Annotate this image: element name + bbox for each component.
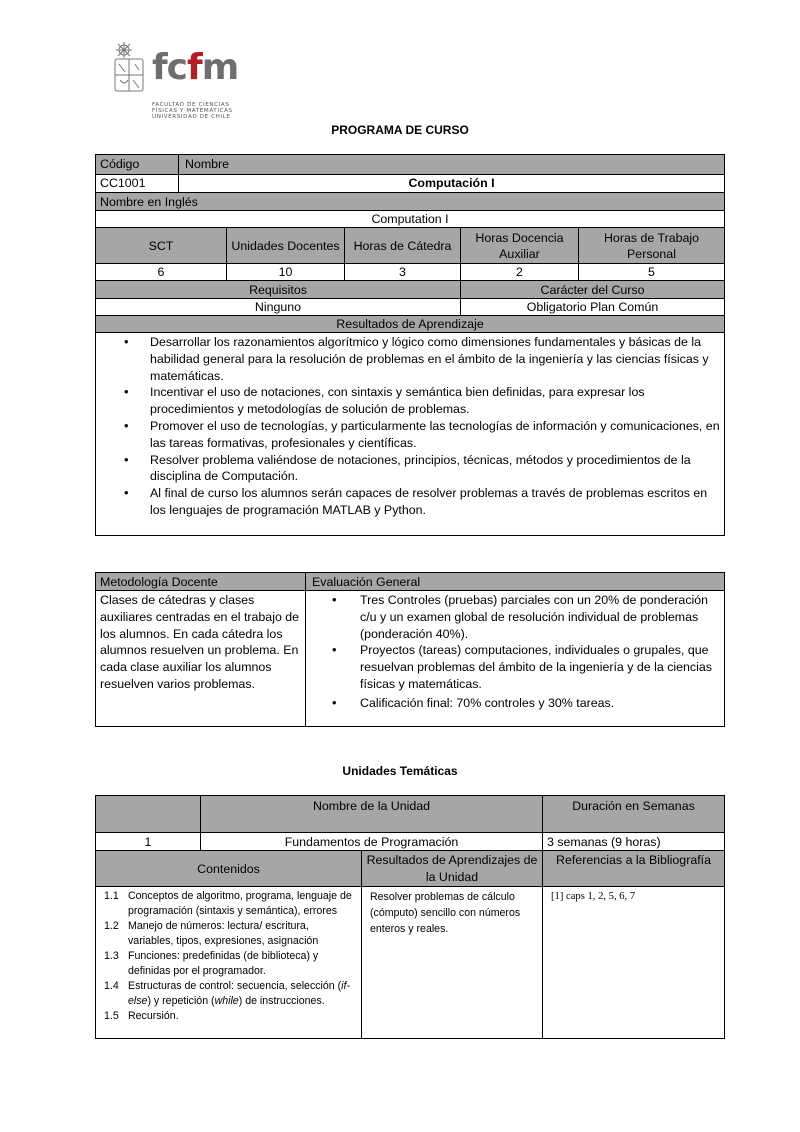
metodologia-header: Metodología Docente bbox=[96, 573, 306, 591]
english-name-header: Nombre en Inglés bbox=[96, 193, 725, 211]
sct-header: SCT bbox=[96, 228, 227, 264]
auxiliar-header: Horas Docencia Auxiliar bbox=[461, 228, 579, 264]
list-item: • Desarrollar los razonamientos algorítmico y lógico como dimensiones fundamentales y básicas de la habilidad general para la resolución de problemas en el ámbito de la ingeniería y las ciencias físicas y matemáticas. bbox=[100, 334, 720, 384]
personal-header: Horas de Trabajo Personal bbox=[579, 228, 725, 264]
list-item: 1.4 Estructuras de control: secuencia, selección (if-else) y repetición (while) de instrucciones. bbox=[104, 980, 350, 1007]
evaluacion-list bbox=[310, 592, 720, 712]
resultados-cell bbox=[96, 333, 725, 536]
unidades-value: 10 bbox=[227, 264, 345, 281]
unidad-duracion: 3 semanas (9 horas) bbox=[543, 833, 725, 851]
catedra-value: 3 bbox=[345, 264, 461, 281]
list-item: • Promover el uso de tecnologías, y particularmente las tecnologías de información y comunicaciones, en las tareas formativas, profesionales y científicas. bbox=[100, 418, 720, 452]
resultados-unidad-header: Resultados de Aprendizajes de la Unidad bbox=[362, 851, 543, 887]
caracter-value: Obligatorio Plan Común bbox=[461, 299, 725, 316]
name-header: Nombre bbox=[185, 157, 230, 171]
unidades-table bbox=[95, 795, 725, 1039]
unidad-name: Fundamentos de Programación bbox=[201, 833, 543, 851]
fcfm-logo bbox=[112, 42, 242, 124]
referencias-text: [1] caps 1, 2, 5, 6, 7 bbox=[543, 887, 725, 1039]
unidad-number-header bbox=[96, 796, 201, 833]
list-item: • Al final de curso los alumnos serán capaces de resolver problemas a través de problemas escritos en los lenguajes de programación MATLAB y Python. bbox=[100, 485, 720, 519]
list-item: 1.1 Conceptos de algoritmo, programa, lenguaje de programación (sintaxis y semántica), errores bbox=[104, 890, 352, 917]
sct-value: 6 bbox=[96, 264, 227, 281]
metodologia-text: Clases de cátedras y clases auxiliares centradas en el trabajo de los alumnos. En cada cátedra los alumnos resuelven un problema. En cada clase auxiliar los alumnos resuelven varios problemas. bbox=[96, 591, 306, 727]
requisitos-value: Ninguno bbox=[96, 299, 461, 316]
course-name: Computación I bbox=[408, 176, 495, 190]
logo-wordmark: fcfm bbox=[152, 47, 239, 88]
list-item: 1.5 Recursión. bbox=[104, 1010, 179, 1022]
institution-line-3: UNIVERSIDAD DE CHILE bbox=[152, 114, 231, 120]
unidad-name-header: Nombre de la Unidad bbox=[201, 796, 543, 833]
institution-line-2: FÍSICAS Y MATEMÁTICAS bbox=[152, 108, 233, 114]
unidades-header: Unidades Docentes bbox=[227, 228, 345, 264]
contenidos-cell bbox=[96, 887, 362, 1039]
resultados-list bbox=[100, 334, 720, 519]
referencias-header: Referencias a la Bibliografía bbox=[543, 851, 725, 887]
code-name-row bbox=[96, 175, 725, 193]
list-item: • Calificación final: 70% controles y 30% tareas. bbox=[310, 695, 720, 712]
contenidos-list bbox=[104, 889, 357, 1024]
english-name: Computation I bbox=[96, 211, 725, 228]
list-item: • Tres Controles (pruebas) parciales con un 20% de ponderación c/u y un examen global de resolución individual de problemas (ponderación 40%). bbox=[310, 592, 720, 642]
list-item: 1.3 Funciones: predefinidas (de biblioteca) y definidas por el programador. bbox=[104, 950, 319, 977]
code-header: Código bbox=[96, 155, 179, 174]
unidades-title: Unidades Temáticas bbox=[342, 764, 458, 778]
course-code: CC1001 bbox=[96, 175, 179, 192]
contenidos-header: Contenidos bbox=[96, 851, 362, 887]
code-name-header-row bbox=[96, 155, 725, 175]
personal-value: 5 bbox=[579, 264, 725, 281]
page-title: PROGRAMA DE CURSO bbox=[331, 123, 469, 137]
course-info-table bbox=[95, 154, 725, 536]
auxiliar-value: 2 bbox=[461, 264, 579, 281]
caracter-header: Carácter del Curso bbox=[461, 281, 725, 299]
catedra-header: Horas de Cátedra bbox=[345, 228, 461, 264]
list-item: • Proyectos (tareas) computaciones, individuales o grupales, que resuelvan problemas del ámbito de la ingeniería y de la ciencias físicas y matemáticas. bbox=[310, 642, 720, 692]
metodologia-table bbox=[95, 572, 725, 727]
duracion-header: Duración en Semanas bbox=[543, 796, 725, 833]
unidad-number: 1 bbox=[96, 833, 201, 851]
resultados-header: Resultados de Aprendizaje bbox=[96, 316, 725, 333]
list-item: • Resolver problema valiéndose de notaciones, principios, técnicas, métodos y procedimientos de la disciplina de Computación. bbox=[100, 452, 720, 486]
list-item: • Incentivar el uso de notaciones, con sintaxis y semántica bien definidas, para expresar los procedimientos y metodologías de solución de problemas. bbox=[100, 384, 720, 418]
resultados-unidad-text: Resolver problemas de cálculo (cómputo) sencillo con números enteros y reales. bbox=[362, 887, 543, 1039]
requisitos-header: Requisitos bbox=[96, 281, 461, 299]
university-seal-icon bbox=[112, 42, 148, 96]
list-item: 1.2 Manejo de números: lectura/ escritura, variables, tipos, expresiones, asignación bbox=[104, 920, 319, 947]
evaluacion-header: Evaluación General bbox=[306, 573, 725, 591]
institution-line-1: FACULTAD DE CIENCIAS bbox=[152, 102, 230, 108]
evaluacion-cell bbox=[306, 591, 725, 727]
